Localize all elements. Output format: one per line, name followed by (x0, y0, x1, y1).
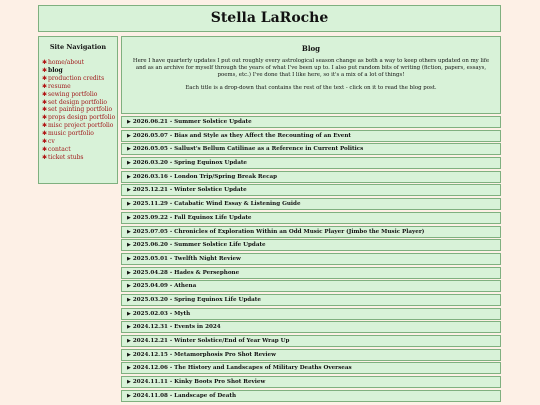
nav-item-label: set painting portfolio (48, 106, 113, 114)
star-icon: ✱ (42, 153, 48, 161)
blog-entry-list (121, 116, 501, 402)
blog-title: Blog (301, 44, 321, 53)
star-icon: ✱ (42, 59, 48, 66)
star-icon: ✱ (42, 66, 48, 74)
star-icon: ✱ (42, 138, 48, 146)
blog-entry-title: 2025.12.21 - Winter Solstice Update (132, 187, 247, 194)
blog-entry-title: 2026.05.07 - Bias and Style as they Affect the Recounting of an Event (132, 132, 352, 139)
triangle-right-icon: ▶ (127, 242, 131, 249)
star-icon: ✱ (42, 90, 48, 98)
triangle-right-icon: ▶ (127, 324, 131, 331)
star-icon: ✱ (42, 114, 48, 122)
blog-entry-dropdown[interactable] (121, 130, 501, 142)
star-icon: ✱ (42, 82, 48, 90)
triangle-right-icon: ▶ (127, 283, 131, 290)
blog-entry-dropdown[interactable] (121, 376, 501, 388)
star-icon: ✱ (42, 98, 48, 106)
blog-entry-dropdown[interactable] (121, 280, 501, 292)
nav-item-music-portfolio[interactable] (42, 130, 115, 138)
nav-list (41, 59, 115, 162)
triangle-right-icon: ▶ (127, 365, 131, 372)
triangle-right-icon: ▶ (127, 146, 131, 153)
nav-item-home-about[interactable] (42, 59, 115, 67)
nav-item-label: production credits (48, 74, 105, 82)
blog-entry-title: 2024.12.15 - Metamorphosis Pro Shot Review (132, 351, 276, 358)
blog-entry-dropdown[interactable] (121, 226, 501, 238)
blog-entry-title: 2025.03.20 - Spring Equinox Life Update (132, 296, 261, 303)
blog-entry-title: 2024.12.31 - Events in 2024 (132, 324, 221, 331)
nav-item-set-design-portfolio[interactable] (42, 99, 115, 107)
nav-item-set-painting-portfolio[interactable] (42, 106, 115, 114)
nav-item-misc-project-portfolio[interactable] (42, 122, 115, 130)
blog-entry-title: 2024.11.11 - Kinky Boots Pro Shot Review (132, 379, 266, 386)
nav-item-label: resume (48, 82, 71, 90)
blog-entry-title: 2025.02.03 - Myth (132, 310, 191, 317)
blog-entry-dropdown[interactable] (121, 157, 501, 169)
nav-item-props-design-portfolio[interactable] (42, 114, 115, 122)
triangle-right-icon: ▶ (127, 160, 131, 167)
blog-intro-text: Here I have quarterly updates I put out roughly every astrological season change as both a way to keep others updated on my life and as an archive for myself through the years of what I've been up to. I also put random bits of writing (fiction, papers, essays, poems, etc.) I've done that I like here, so it's a mix of a lot of things! (132, 58, 490, 79)
blog-instructions: Each title is a drop-down that contains the rest of the text - click on it to read the blog post. (185, 84, 437, 91)
blog-entry-title: 2025.04.09 - Athena (132, 283, 197, 290)
triangle-right-icon: ▶ (127, 228, 131, 235)
triangle-right-icon: ▶ (127, 338, 131, 344)
sidebar-nav (38, 36, 118, 184)
blog-entry-dropdown[interactable] (121, 184, 501, 196)
star-icon: ✱ (42, 122, 48, 130)
blog-entry-title: 2025.06.20 - Summer Solstice Life Update (132, 242, 266, 249)
nav-item-cv[interactable] (42, 138, 115, 146)
blog-entry-dropdown[interactable] (121, 171, 501, 183)
triangle-right-icon: ▶ (127, 187, 131, 194)
nav-item-label: ticket stubs (48, 153, 84, 161)
triangle-right-icon: ▶ (127, 269, 131, 276)
blog-entry-dropdown[interactable] (121, 349, 501, 361)
nav-item-label: contact (48, 145, 71, 153)
nav-item-label: cv (48, 138, 55, 146)
blog-entry-title: 2026.05.05 - Sallust's Bellum Catilinae as a Reference in Current Politics (132, 146, 364, 153)
blog-entry-dropdown[interactable] (121, 212, 501, 224)
blog-entry-dropdown[interactable] (121, 308, 501, 320)
triangle-right-icon: ▶ (127, 392, 131, 399)
blog-entry-dropdown[interactable] (121, 390, 501, 402)
blog-entry-dropdown[interactable] (121, 143, 501, 155)
blog-entry-dropdown[interactable] (121, 239, 501, 251)
blog-entry-dropdown[interactable] (121, 198, 501, 210)
star-icon: ✱ (42, 130, 48, 138)
blog-entry-dropdown[interactable] (121, 253, 501, 265)
blog-entry-title: 2025.11.29 - Catabatic Wind Essay & Listening Guide (132, 201, 301, 208)
nav-item-label: set design portfolio (48, 98, 107, 106)
nav-item-label: misc project portfolio (48, 122, 114, 130)
nav-item-resume[interactable] (42, 83, 115, 91)
site-header (38, 5, 501, 32)
nav-item-label: home/about (48, 59, 85, 66)
triangle-right-icon: ▶ (127, 310, 131, 317)
nav-item-label: blog (48, 66, 63, 74)
triangle-right-icon: ▶ (127, 296, 131, 303)
nav-item-label: music portfolio (48, 130, 94, 138)
triangle-right-icon: ▶ (127, 379, 131, 386)
blog-intro (121, 36, 501, 114)
nav-item-blog[interactable] (42, 67, 115, 75)
star-icon: ✱ (42, 106, 48, 114)
blog-entry-title: 2026.03.16 - London Trip/Spring Break Recap (132, 173, 278, 180)
nav-item-contact[interactable] (42, 146, 115, 154)
blog-entry-dropdown[interactable] (121, 294, 501, 306)
star-icon: ✱ (42, 74, 48, 82)
nav-item-production-credits[interactable] (42, 75, 115, 83)
blog-entry-title: 2024.12.21 - Winter Solstice/End of Year Wrap Up (132, 338, 290, 344)
site-title: Stella LaRoche (210, 10, 329, 26)
nav-item-sewing-portfolio[interactable] (42, 91, 115, 99)
blog-entry-dropdown[interactable] (121, 335, 501, 347)
triangle-right-icon: ▶ (127, 351, 131, 358)
triangle-right-icon: ▶ (127, 214, 131, 221)
star-icon: ✱ (42, 145, 48, 153)
triangle-right-icon: ▶ (127, 201, 131, 208)
blog-entry-title: 2026.03.20 - Spring Equinox Update (132, 160, 247, 167)
blog-entry-title: 2025.07.05 - Chronicles of Exploration Within an Odd Music Player (Jimbo the Music Player) (132, 228, 425, 235)
blog-entry-dropdown[interactable] (121, 321, 501, 333)
blog-entry-title: 2025.04.28 - Hades & Persephone (132, 269, 240, 276)
blog-entry-title: 2024.11.08 - Landscape of Death (132, 392, 237, 399)
blog-entry-title: 2026.06.21 - Summer Solstice Update (132, 119, 252, 125)
blog-entry-dropdown[interactable] (121, 116, 501, 128)
nav-item-label: sewing portfolio (48, 90, 98, 98)
nav-title: Site Navigation (49, 43, 107, 51)
nav-item-ticket-stubs[interactable] (42, 154, 115, 162)
triangle-right-icon: ▶ (127, 173, 131, 180)
triangle-right-icon: ▶ (127, 255, 131, 262)
blog-entry-title: 2025.05.01 - Twelfth Night Review (132, 255, 241, 262)
blog-entry-dropdown[interactable] (121, 267, 501, 279)
nav-item-label: props design portfolio (48, 114, 116, 122)
blog-entry-title: 2024.12.06 - The History and Landscapes of Military Deaths Overseas (132, 365, 352, 372)
triangle-right-icon: ▶ (127, 119, 131, 125)
triangle-right-icon: ▶ (127, 132, 131, 139)
main-content (121, 36, 501, 403)
blog-entry-title: 2025.09.22 - Fall Equinox Life Update (132, 214, 252, 221)
blog-entry-dropdown[interactable] (121, 362, 501, 374)
